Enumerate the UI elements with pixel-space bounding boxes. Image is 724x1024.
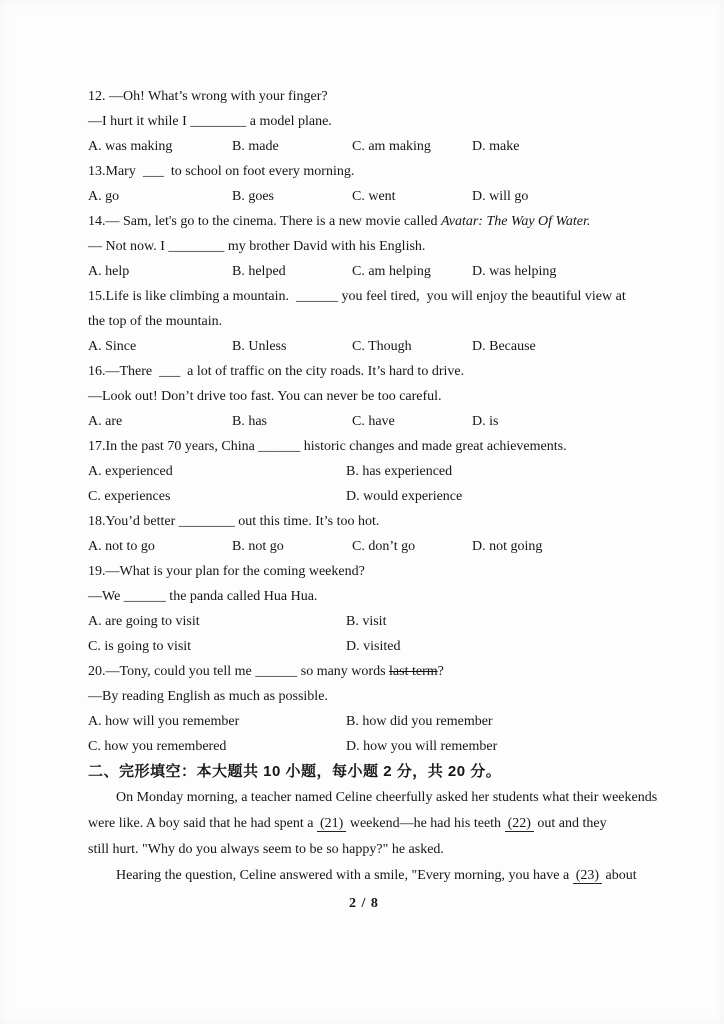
q12-stem-line-1: 12. —Oh! What’s wrong with your finger? <box>88 89 328 104</box>
question-16 <box>88 359 648 434</box>
q12-stem-line-2: —I hurt it while I ________ a model plane. <box>88 114 332 129</box>
q16-stem-line-2: —Look out! Don’t drive too fast. You can never be too careful. <box>88 389 442 404</box>
q18-option-b: B. not go <box>232 539 284 554</box>
passage-p1-line-2 <box>88 811 648 837</box>
exam-content <box>88 84 658 912</box>
passage-p1-line-3: still hurt. "Why do you always seem to be so happy?" he asked. <box>88 842 444 857</box>
q15-stem-line-2: the top of the mountain. <box>88 314 223 329</box>
q18-stem-line-1: 18.You’d better ________ out this time. It’s too hot. <box>88 514 380 529</box>
q15-option-a: A. Since <box>88 339 137 354</box>
q16-option-d: D. is <box>472 414 499 429</box>
q12-option-b: B. made <box>232 139 279 154</box>
q17-stem-line-1: 17.In the past 70 years, China ______ historic changes and made great achievements. <box>88 439 567 454</box>
q13-option-b: B. goes <box>232 189 274 204</box>
q19-option-a: A. are going to visit <box>88 614 200 629</box>
q16-stem-line-1: 16.—There ___ a lot of traffic on the city roads. It’s hard to drive. <box>88 364 465 379</box>
q12-option-a: A. was making <box>88 139 173 154</box>
question-19 <box>88 559 648 659</box>
q18-options-row <box>88 534 648 559</box>
passage-text: about <box>602 868 637 883</box>
q13-options-row <box>88 184 648 209</box>
q18-option-a: A. not to go <box>88 539 155 554</box>
page-number: 2 / 8 <box>349 896 379 911</box>
q15-option-c: C. Though <box>352 339 412 354</box>
blank-22: (22) <box>505 816 534 832</box>
q15-option-b: B. Unless <box>232 339 287 354</box>
q19-option-d: D. visited <box>346 639 401 654</box>
question-15 <box>88 284 648 359</box>
q18-option-c: C. don’t go <box>352 539 416 554</box>
q16-option-c: C. have <box>352 414 395 429</box>
q14-option-a: A. help <box>88 264 130 279</box>
question-13 <box>88 159 648 209</box>
q15-option-d: D. Because <box>472 339 536 354</box>
passage-text: out and they <box>533 816 607 831</box>
q17-options-row-2 <box>88 484 648 509</box>
q20-stem-text: 20.—Tony, could you tell me ______ so many words <box>88 664 390 679</box>
q13-stem-line-1: 13.Mary ___ to school on foot every morning. <box>88 164 355 179</box>
q13-option-d: D. will go <box>472 189 529 204</box>
q19-stem-line-1: 19.—What is your plan for the coming weekend? <box>88 564 365 579</box>
q13-option-a: A. go <box>88 189 120 204</box>
q14-stem-line-2: — Not now. I ________ my brother David with his English. <box>88 239 426 254</box>
q20-options-row-2 <box>88 734 648 759</box>
question-18 <box>88 509 648 559</box>
question-12 <box>88 84 648 159</box>
q20-option-d: D. how you will remember <box>346 739 498 754</box>
passage-p2-line-1 <box>88 863 648 889</box>
passage-text: weekend—he had his teeth <box>346 816 505 831</box>
q16-option-b: B. has <box>232 414 267 429</box>
passage-text: were like. A boy said that he had spent a <box>88 816 317 831</box>
question-17 <box>88 434 648 509</box>
q14-stem-line-1 <box>88 209 648 234</box>
passage-text: Hearing the question, Celine answered with a smile, "Every morning, you have a <box>116 868 573 883</box>
q18-option-d: D. not going <box>472 539 543 554</box>
q17-option-c: C. experiences <box>88 489 171 504</box>
q17-options-row-1 <box>88 459 648 484</box>
q19-stem-line-2: —We ______ the panda called Hua Hua. <box>88 589 318 604</box>
q17-option-d: D. would experience <box>346 489 463 504</box>
q15-options-row <box>88 334 648 359</box>
question-20 <box>88 659 648 759</box>
q12-options-row <box>88 134 648 159</box>
passage-p1-line-1: On Monday morning, a teacher named Celine cheerfully asked her students what their weekends <box>116 790 658 805</box>
q19-options-row-2 <box>88 634 648 659</box>
q16-option-a: A. are <box>88 414 123 429</box>
q20-option-c: C. how you remembered <box>88 739 227 754</box>
q12-option-d: D. make <box>472 139 520 154</box>
q14-options-row <box>88 259 648 284</box>
blank-21: (21) <box>317 816 346 832</box>
q14-option-c: C. am helping <box>352 264 431 279</box>
section-2-heading: 二、完形填空：本大题共 10 小题，每小题 2 分，共 20 分。 <box>88 763 502 780</box>
q20-stem-line-2: —By reading English as much as possible. <box>88 689 328 704</box>
q17-option-b: B. has experienced <box>346 464 453 479</box>
q19-options-row-1 <box>88 609 648 634</box>
cloze-passage <box>88 785 658 889</box>
q15-stem-line-1: 15.Life is like climbing a mountain. ______ you feel tired, you will enjoy the beautiful view at <box>88 289 626 304</box>
q19-option-b: B. visit <box>346 614 387 629</box>
q12-option-c: C. am making <box>352 139 431 154</box>
q20-struck-text: last term <box>389 664 438 679</box>
q19-option-c: C. is going to visit <box>88 639 192 654</box>
q20-option-b: B. how did you remember <box>346 714 493 729</box>
q14-option-d: D. was helping <box>472 264 557 279</box>
q20-stem-text-end: ? <box>437 664 444 679</box>
q20-options-row-1 <box>88 709 648 734</box>
q20-option-a: A. how will you remember <box>88 714 240 729</box>
q14-movie-title: Avatar: The Way Of Water. <box>440 214 591 229</box>
q14-option-b: B. helped <box>232 264 286 279</box>
question-14 <box>88 209 648 284</box>
q13-option-c: C. went <box>352 189 396 204</box>
q14-stem-text: 14.— Sam, let's go to the cinema. There is a new movie called <box>88 214 441 229</box>
q16-options-row <box>88 409 648 434</box>
blank-23: (23) <box>573 868 602 884</box>
q20-stem-line-1 <box>88 659 648 684</box>
q17-option-a: A. experienced <box>88 464 173 479</box>
